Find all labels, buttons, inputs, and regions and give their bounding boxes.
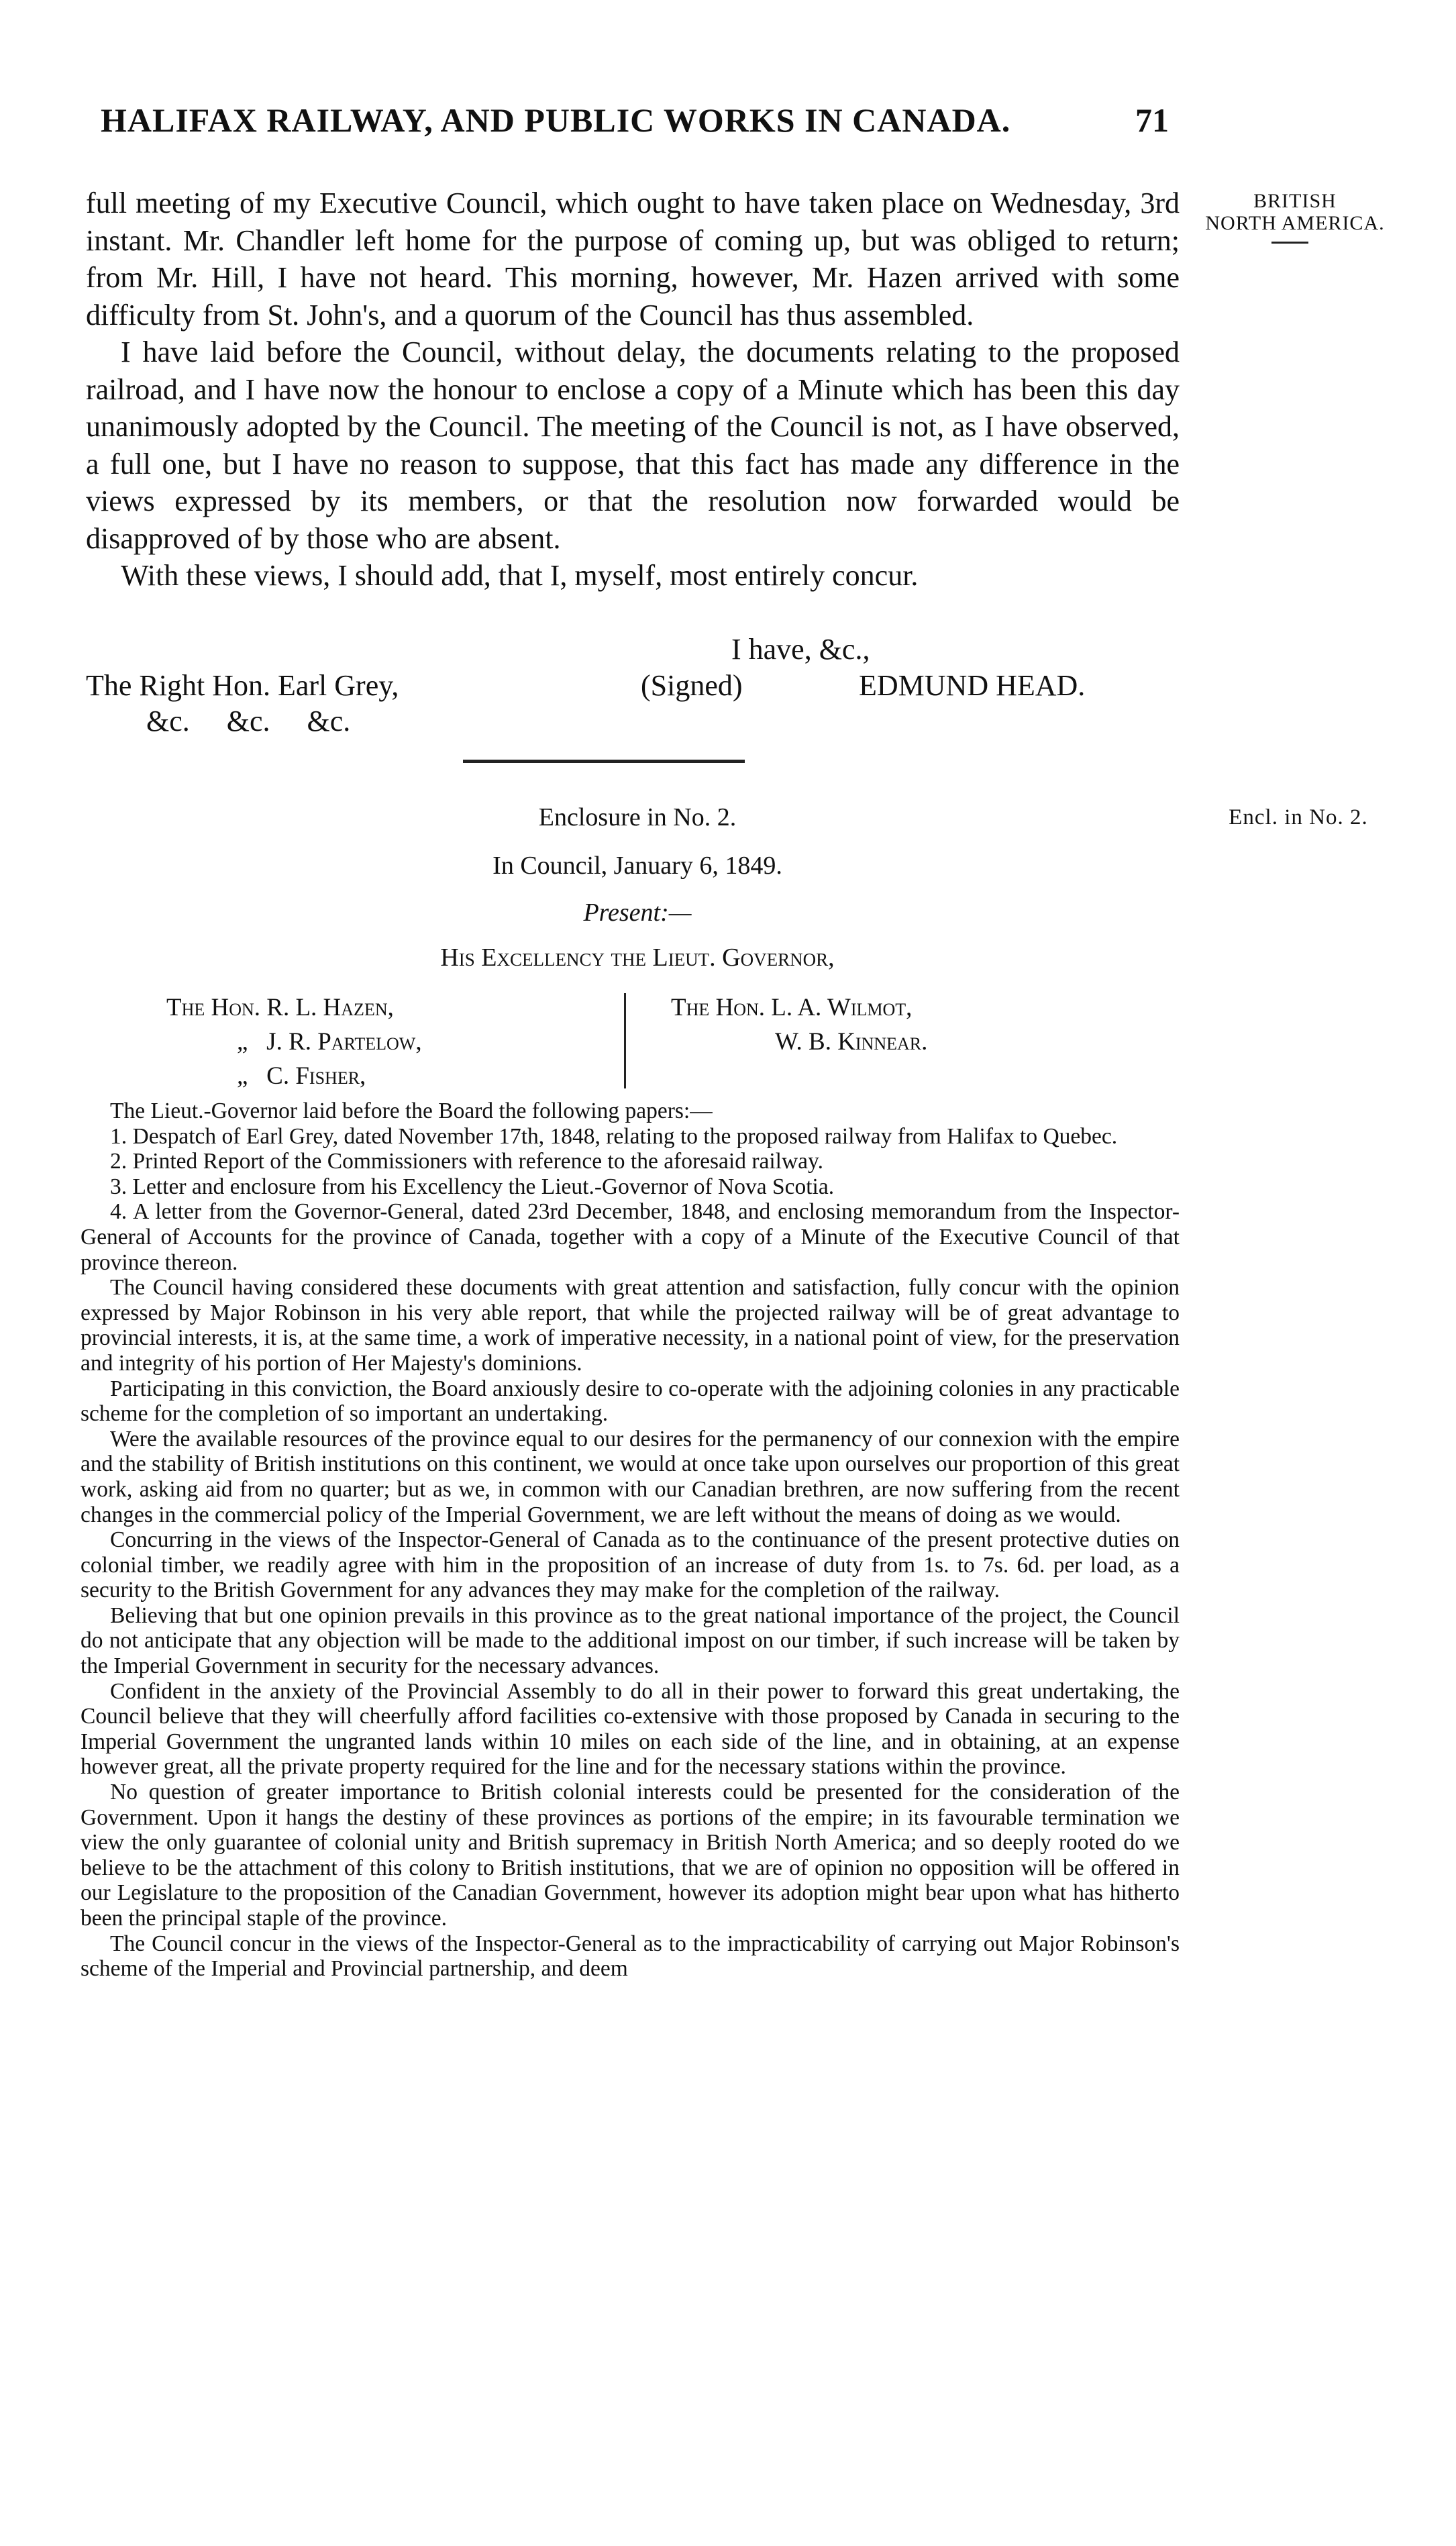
member-name: W. B. Kinnear. xyxy=(775,1028,928,1056)
margin-note-enclosure: Encl. in No. 2. xyxy=(1229,805,1368,829)
margin-note-dash xyxy=(1271,242,1308,244)
enclosure-paragraph: Were the available resources of the province equal to our desires for the permanency of our connexion with the empire and the stability of British institutions on this continent, we would at once take upon ourselves our proportion of this great work, asking aid from no quarter; but as we, in common with our Canadian brethren, are now suffering from the recent changes in the commercial policy of the Imperial Government, we are left without the means of doing as we would. xyxy=(81,1426,1180,1527)
letter-addressee-etc: &c. &c. &c. xyxy=(146,705,351,737)
enclosure-paragraph: Concurring in the views of the Inspector-General of Canada as to the continuance of the present protective duties on colonial timber, we readily agree with him in the proposition of an increase of duty from 1s. to 7s. 6d. per load, as a security to the British Government for any advances they may make for the completion of the railway. xyxy=(81,1527,1180,1603)
section-divider xyxy=(463,760,745,763)
letter-paragraph: full meeting of my Executive Council, which ought to have taken place on Wednesday, 3rd instant. Mr. Chandler left home for the purpose of coming up, but was obliged to return; from Mr. Hill, I have not heard. This morning, however, Mr. Hazen arrived with some difficulty from St. John's, and a quorum of the Council has thus assembled. xyxy=(86,187,1180,332)
enclosure-paragraph: The Council concur in the views of the Inspector-General as to the impracticability of carrying out Major Robinson's scheme of the Imperial and Provincial partnership, and deem xyxy=(81,1931,1180,1982)
member-name: The Hon. R. L. Hazen, xyxy=(166,994,394,1021)
letter-body xyxy=(86,185,1180,595)
members-left-column xyxy=(166,990,422,1093)
margin-note-region xyxy=(1184,190,1406,234)
enclosure-item: 1. Despatch of Earl Grey, dated November 17th, 1848, relating to the proposed railway from Halifax to Quebec. xyxy=(110,1123,1118,1149)
letter-signatory: EDMUND HEAD. xyxy=(859,669,1086,702)
enclosure-paragraph: Confident in the anxiety of the Provincial Assembly to do all in their power to forward this great undertaking, the Council believe that they will cheerfully afford facilities co-extensive with those proposed by Canada in securing to the Imperial Government the ungranted lands within 10 miles on each side of the line, and in obtaining, at an expense however great, all the private property required for the line and for the necessary stations within the province. xyxy=(81,1678,1180,1780)
member-name: „ C. Fisher, xyxy=(237,1062,366,1090)
running-header: HALIFAX RAILWAY, AND PUBLIC WORKS IN CANADA. xyxy=(101,101,1011,139)
letter-paragraph: With these views, I should add, that I, myself, most entirely concur. xyxy=(121,559,919,592)
enclosure-body xyxy=(81,1099,1180,1982)
members-divider xyxy=(624,993,626,1088)
enclosure-paragraph: No question of greater importance to British colonial interests could be presented for the consideration of the Government. Upon it hangs the destiny of these provinces as portions of the empire; in its favourable termination we view the only guarantee of colonial unity and British supremacy in British North America; and so deeply rooted do we believe to be the attachment of this colony to British institutions, that we are of opinion no opposition will be offered in our Legislature to the proposition of the Canadian Government, however its adoption might bear upon what has hitherto been the principal staple of the province. xyxy=(81,1780,1180,1931)
enclosure-item: 2. Printed Report of the Commissioners with reference to the aforesaid railway. xyxy=(110,1149,824,1174)
members-right-column xyxy=(671,990,927,1059)
enclosure-item: 4. A letter from the Governor-General, dated 23rd December, 1848, and enclosing memorandum from the Inspector-General of Accounts for the province of Canada, together with a copy of a Minute of the Executive Council of that province thereon. xyxy=(81,1199,1180,1275)
member-name: „ J. R. Partelow, xyxy=(237,1028,422,1056)
letter-addressee: The Right Hon. Earl Grey, xyxy=(86,669,399,702)
letter-paragraph: I have laid before the Council, without delay, the documents relating to the proposed railroad, and I have now the honour to enclose a copy of a Minute which has been this day unanimously adopted by the Council. The meeting of the Council is not, as I have observed, a full one, but I have no reason to suppose, that this fact has made any difference in the views expressed by its members, or that the resolution now forwarded would be disapproved of by those who are absent. xyxy=(86,336,1180,555)
margin-note-region-line2: NORTH AMERICA. xyxy=(1205,212,1385,234)
enclosure-present: Present:— xyxy=(583,899,692,927)
enclosure-title: Enclosure in No. 2. xyxy=(538,803,737,831)
enclosure-item: 3. Letter and enclosure from his Excellency the Lieut.-Governor of Nova Scotia. xyxy=(110,1174,835,1199)
enclosure-date-line: In Council, January 6, 1849. xyxy=(492,852,782,880)
enclosure-intro: The Lieut.-Governor laid before the Board the following papers:— xyxy=(110,1099,713,1123)
member-name: The Hon. L. A. Wilmot, xyxy=(671,994,913,1021)
letter-closing: I have, &c., xyxy=(731,633,870,666)
enclosure-paragraph: The Council having considered these documents with great attention and satisfaction, fully concur with the opinion expressed by Major Robinson in his very able report, that while the projected railway will be of great advantage to provincial interests, it is, at the same time, a work of imperative necessity, in a national point of view, for the preservation and integrity of his portion of Her Majesty's dominions. xyxy=(81,1275,1180,1376)
enclosure-paragraph: Participating in this conviction, the Board anxiously desire to co-operate with the adjoining colonies in any practicable scheme for the completion of so important an undertaking. xyxy=(81,1376,1180,1427)
enclosure-paragraph: Believing that but one opinion prevails in this province as to the great national importance of the project, the Council do not anticipate that any objection will be made to the additional impost on our timber, if such increase will be taken by the Imperial Government in security for the necessary advances. xyxy=(81,1602,1180,1679)
letter-signed: (Signed) xyxy=(641,669,743,702)
margin-note-region-line1: BRITISH xyxy=(1253,190,1337,212)
page-number: 71 xyxy=(1135,101,1169,139)
enclosure-governor: His Excellency the Lieut. Governor, xyxy=(440,944,835,972)
